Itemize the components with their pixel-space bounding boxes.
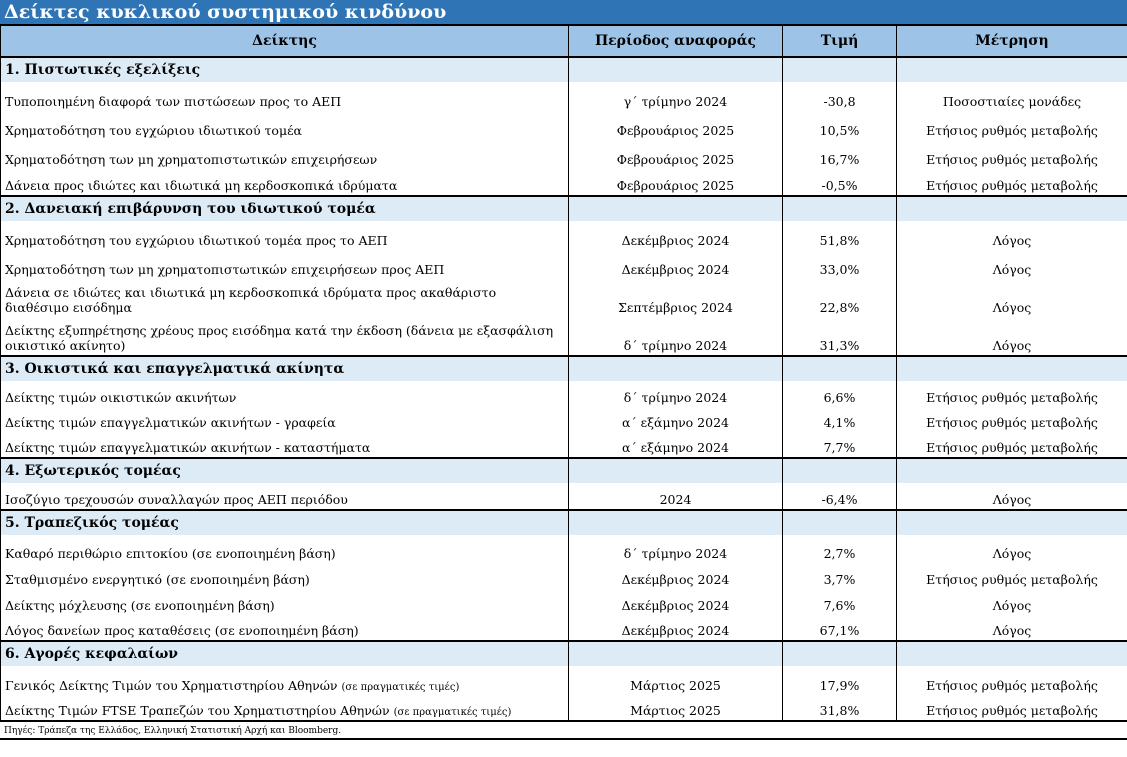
indicator-cell: Τυποποιημένη διαφορά των πιστώσεων προς το ΑΕΠ xyxy=(1,82,569,111)
indicator-cell: Ισοζύγιο τρεχουσών συναλλαγών προς ΑΕΠ περιόδου xyxy=(1,483,569,510)
indicators-table xyxy=(0,24,1127,722)
table-row xyxy=(1,140,1127,169)
section-heading: 2. Δανειακή επιβάρυνση του ιδιωτικού τομέα xyxy=(1,196,569,221)
period-cell: δ΄ τρίμηνο 2024 xyxy=(569,317,783,356)
value-cell: 4,1% xyxy=(783,407,897,432)
measure-cell: Ετήσιος ρυθμός μεταβολής xyxy=(897,666,1127,695)
header-row xyxy=(1,25,1127,57)
table-row xyxy=(1,695,1127,721)
indicator-cell: Λόγος δανείων προς καταθέσεις (σε ενοποιημένη βάση) xyxy=(1,615,569,641)
value-cell: -30,8 xyxy=(783,82,897,111)
measure-cell: Λόγος xyxy=(897,250,1127,279)
table-row xyxy=(1,381,1127,407)
section-row xyxy=(1,458,1127,483)
column-header-period: Περίοδος αναφοράς xyxy=(569,25,783,57)
indicator-cell: Δείκτης τιμών επαγγελματικών ακινήτων - γραφεία xyxy=(1,407,569,432)
table-row xyxy=(1,317,1127,356)
column-header-value: Τιμή xyxy=(783,25,897,57)
period-cell: Φεβρουάριος 2025 xyxy=(569,111,783,140)
indicator-text: Γενικός Δείκτης Τιμών του Χρηματιστηρίου Αθηνών xyxy=(5,678,338,693)
period-cell: α΄ εξάμηνο 2024 xyxy=(569,432,783,458)
value-cell: 3,7% xyxy=(783,563,897,589)
indicator-note: (σε πραγματικές τιμές) xyxy=(341,682,460,693)
period-cell: δ΄ τρίμηνο 2024 xyxy=(569,535,783,563)
table-row xyxy=(1,111,1127,140)
indicator-cell: Καθαρό περιθώριο επιτοκίου (σε ενοποιημένη βάση) xyxy=(1,535,569,563)
table-row xyxy=(1,666,1127,695)
section-row xyxy=(1,641,1127,666)
value-cell: 7,6% xyxy=(783,589,897,615)
table-row xyxy=(1,483,1127,510)
table-row xyxy=(1,535,1127,563)
period-cell: Φεβρουάριος 2025 xyxy=(569,169,783,196)
indicator-cell: Δείκτης τιμών οικιστικών ακινήτων xyxy=(1,381,569,407)
measure-cell: Ετήσιος ρυθμός μεταβολής xyxy=(897,169,1127,196)
period-cell: α΄ εξάμηνο 2024 xyxy=(569,407,783,432)
measure-cell: Ετήσιος ρυθμός μεταβολής xyxy=(897,432,1127,458)
indicator-cell: Δάνεια σε ιδιώτες και ιδιωτικά μη κερδοσκοπικά ιδρύματα προς ακαθάριστο διαθέσιμο εισόδημα xyxy=(1,279,569,317)
page-title: Δείκτες κυκλικού συστημικού κινδύνου xyxy=(0,0,1127,24)
indicator-cell: Δείκτης μόχλευσης (σε ενοποιημένη βάση) xyxy=(1,589,569,615)
section-heading: 6. Αγορές κεφαλαίων xyxy=(1,641,569,666)
indicator-cell xyxy=(1,666,569,695)
measure-cell: Ετήσιος ρυθμός μεταβολής xyxy=(897,695,1127,721)
table-row xyxy=(1,432,1127,458)
measure-cell: Λόγος xyxy=(897,221,1127,250)
indicator-cell: Χρηματοδότηση των μη χρηματοπιστωτικών επιχειρήσεων xyxy=(1,140,569,169)
measure-cell: Λόγος xyxy=(897,483,1127,510)
period-cell: δ΄ τρίμηνο 2024 xyxy=(569,381,783,407)
indicator-cell: Χρηματοδότηση των μη χρηματοπιστωτικών επιχειρήσεων προς ΑΕΠ xyxy=(1,250,569,279)
period-cell: Μάρτιος 2025 xyxy=(569,666,783,695)
period-cell: Δεκέμβριος 2024 xyxy=(569,563,783,589)
table-row xyxy=(1,589,1127,615)
table-row xyxy=(1,407,1127,432)
value-cell: -6,4% xyxy=(783,483,897,510)
period-cell: Δεκέμβριος 2024 xyxy=(569,589,783,615)
section-row xyxy=(1,510,1127,535)
period-cell: Μάρτιος 2025 xyxy=(569,695,783,721)
table-row xyxy=(1,250,1127,279)
measure-cell: Ετήσιος ρυθμός μεταβολής xyxy=(897,381,1127,407)
measure-cell: Ετήσιος ρυθμός μεταβολής xyxy=(897,111,1127,140)
source-note: Πηγές: Τράπεζα της Ελλάδος, Ελληνική Στατιστική Αρχή και Bloomberg. xyxy=(0,722,1127,740)
section-heading: 5. Τραπεζικός τομέας xyxy=(1,510,569,535)
table-row xyxy=(1,169,1127,196)
value-cell: -0,5% xyxy=(783,169,897,196)
measure-cell: Ετήσιος ρυθμός μεταβολής xyxy=(897,407,1127,432)
section-heading: 1. Πιστωτικές εξελίξεις xyxy=(1,57,569,82)
measure-cell: Λόγος xyxy=(897,317,1127,356)
measure-cell: Ποσοστιαίες μονάδες xyxy=(897,82,1127,111)
period-cell: Φεβρουάριος 2025 xyxy=(569,140,783,169)
value-cell: 33,0% xyxy=(783,250,897,279)
value-cell: 51,8% xyxy=(783,221,897,250)
table-row xyxy=(1,563,1127,589)
value-cell: 31,3% xyxy=(783,317,897,356)
period-cell: Δεκέμβριος 2024 xyxy=(569,615,783,641)
column-header-measure: Μέτρηση xyxy=(897,25,1127,57)
period-cell: Δεκέμβριος 2024 xyxy=(569,221,783,250)
period-cell: Δεκέμβριος 2024 xyxy=(569,250,783,279)
indicator-note: (σε πραγματικές τιμές) xyxy=(393,707,512,718)
measure-cell: Ετήσιος ρυθμός μεταβολής xyxy=(897,563,1127,589)
indicator-cell: Χρηματοδότηση του εγχώριου ιδιωτικού τομέα xyxy=(1,111,569,140)
measure-cell: Λόγος xyxy=(897,279,1127,317)
value-cell: 67,1% xyxy=(783,615,897,641)
section-row xyxy=(1,57,1127,82)
period-cell: Σεπτέμβριος 2024 xyxy=(569,279,783,317)
indicator-cell: Χρηματοδότηση του εγχώριου ιδιωτικού τομέα προς το ΑΕΠ xyxy=(1,221,569,250)
value-cell: 31,8% xyxy=(783,695,897,721)
column-header-indicator: Δείκτης xyxy=(1,25,569,57)
indicator-text: Δείκτης Τιμών FTSE Τραπεζών του Χρηματιστηρίου Αθηνών xyxy=(5,703,390,718)
table-row xyxy=(1,279,1127,317)
indicator-cell xyxy=(1,695,569,721)
table-row xyxy=(1,82,1127,111)
table-row xyxy=(1,615,1127,641)
value-cell: 22,8% xyxy=(783,279,897,317)
indicator-cell: Σταθμισμένο ενεργητικό (σε ενοποιημένη βάση) xyxy=(1,563,569,589)
indicator-cell: Δείκτης τιμών επαγγελματικών ακινήτων - καταστήματα xyxy=(1,432,569,458)
period-cell: γ΄ τρίμηνο 2024 xyxy=(569,82,783,111)
measure-cell: Λόγος xyxy=(897,535,1127,563)
section-heading: 3. Οικιστικά και επαγγελματικά ακίνητα xyxy=(1,356,569,381)
value-cell: 6,6% xyxy=(783,381,897,407)
measure-cell: Λόγος xyxy=(897,615,1127,641)
indicator-cell: Δάνεια προς ιδιώτες και ιδιωτικά μη κερδοσκοπικά ιδρύματα xyxy=(1,169,569,196)
value-cell: 16,7% xyxy=(783,140,897,169)
measure-cell: Ετήσιος ρυθμός μεταβολής xyxy=(897,140,1127,169)
value-cell: 10,5% xyxy=(783,111,897,140)
table-row xyxy=(1,221,1127,250)
section-row xyxy=(1,196,1127,221)
measure-cell: Λόγος xyxy=(897,589,1127,615)
indicator-cell: Δείκτης εξυπηρέτησης χρέους προς εισόδημα κατά την έκδοση (δάνεια με εξασφάλιση οικιστικό ακίνητο) xyxy=(1,317,569,356)
period-cell: 2024 xyxy=(569,483,783,510)
value-cell: 2,7% xyxy=(783,535,897,563)
section-row xyxy=(1,356,1127,381)
section-heading: 4. Εξωτερικός τομέας xyxy=(1,458,569,483)
value-cell: 7,7% xyxy=(783,432,897,458)
value-cell: 17,9% xyxy=(783,666,897,695)
